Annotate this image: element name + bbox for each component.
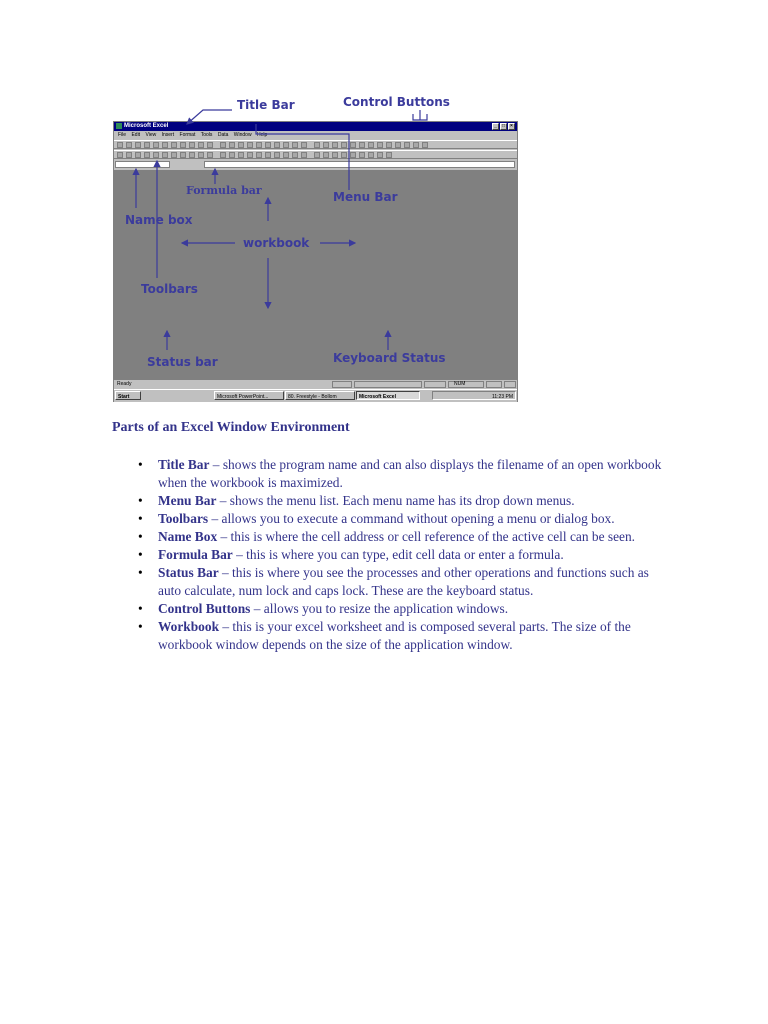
list-item: • Toolbars – allows you to execute a command without opening a menu or dialog box.: [138, 511, 615, 526]
list-item: • Status Bar – this is where you see the processes and other operations and functions such as auto calculate, num lock and caps lock. These are the keyboard status.: [138, 565, 649, 598]
menu-item-file[interactable]: File: [118, 132, 127, 138]
callout-toolbars: Toolbars: [141, 282, 198, 296]
item-term: Status Bar: [158, 565, 219, 580]
status-num: NUM: [448, 381, 484, 388]
item-description: – shows the menu list. Each menu name has its drop down menus.: [216, 493, 575, 508]
menu-item-data[interactable]: Data: [217, 132, 229, 138]
item-term: Title Bar: [158, 457, 210, 472]
item-description: – this is your excel worksheet and is composed several parts. The size of the workbook window depends on the size of the application window.: [158, 619, 631, 652]
menu-item-insert[interactable]: Insert: [161, 132, 175, 138]
item-term: Control Buttons: [158, 601, 251, 616]
item-description: – this is where you can type, edit cell data or enter a formula.: [232, 547, 564, 562]
callout-keyboard-status: Keyboard Status: [333, 351, 446, 365]
callout-formula-bar: Formula bar: [186, 184, 262, 197]
callout-status-bar: Status bar: [147, 355, 218, 369]
item-description: – allows you to execute a command without opening a menu or dialog box.: [208, 511, 615, 526]
close-icon[interactable]: ×: [508, 123, 515, 130]
callout-title-bar: Title Bar: [237, 98, 295, 112]
item-description: – shows the program name and can also displays the filename of an open workbook when the workbook is maximized.: [158, 457, 662, 490]
maximize-icon[interactable]: □: [501, 123, 506, 129]
list-item: • Control Buttons – allows you to resize the application windows.: [138, 601, 509, 616]
item-description: – this is where you see the processes and other operations and functions such as auto calculate, num lock and caps lock. These are the keyboard status.: [158, 565, 649, 598]
menu-item-help[interactable]: Help: [256, 132, 268, 138]
excel-window-title: Microsoft Excel: [124, 123, 169, 129]
section-heading: Parts of an Excel Window Environment: [112, 420, 350, 435]
parts-list: [138, 456, 664, 654]
task-excel[interactable]: Microsoft Excel: [356, 391, 420, 400]
item-term: Name Box: [158, 529, 218, 544]
item-term: Formula Bar: [158, 547, 233, 562]
task-freestyle[interactable]: 80. Freestyle - Bollom: [285, 391, 355, 400]
item-term: Menu Bar: [158, 493, 217, 508]
list-item: • Menu Bar – shows the menu list. Each menu name has its drop down menus.: [138, 493, 575, 508]
callout-name-box: Name box: [125, 213, 193, 227]
callout-workbook: workbook: [243, 236, 310, 250]
excel-window-figure: [100, 88, 540, 406]
list-item: • Name Box – this is where the cell address or cell reference of the active cell can be seen.: [138, 529, 636, 544]
list-item: • Formula Bar – this is where you can type, edit cell data or enter a formula.: [138, 547, 564, 562]
callout-control-buttons: Control Buttons: [343, 95, 450, 109]
menu-item-format[interactable]: Format: [179, 132, 196, 138]
list-item: • Workbook – this is your excel worksheet and is composed several parts. The size of the workbook window depends on the size of the application window.: [138, 619, 631, 652]
status-ready: Ready: [117, 381, 132, 387]
menu-item-window[interactable]: Window: [233, 132, 252, 138]
menu-item-view[interactable]: View: [145, 132, 157, 138]
minimize-icon[interactable]: _: [492, 123, 499, 130]
menu-item-tools[interactable]: Tools: [200, 132, 213, 138]
menu-item-edit[interactable]: Edit: [131, 132, 141, 138]
clock: 11:23 PM: [432, 391, 516, 400]
item-term: Workbook: [158, 619, 220, 634]
list-item: • Title Bar – shows the program name and can also displays the filename of an open workbook when the workbook is maximized.: [138, 457, 662, 490]
callout-menu-bar: Menu Bar: [333, 190, 398, 204]
task-powerpoint[interactable]: Microsoft PowerPoint...: [214, 391, 284, 400]
item-description: – this is where the cell address or cell reference of the active cell can be seen.: [217, 529, 636, 544]
start-button[interactable]: Start: [115, 391, 141, 400]
item-description: – allows you to resize the application windows.: [250, 601, 509, 616]
item-term: Toolbars: [158, 511, 209, 526]
